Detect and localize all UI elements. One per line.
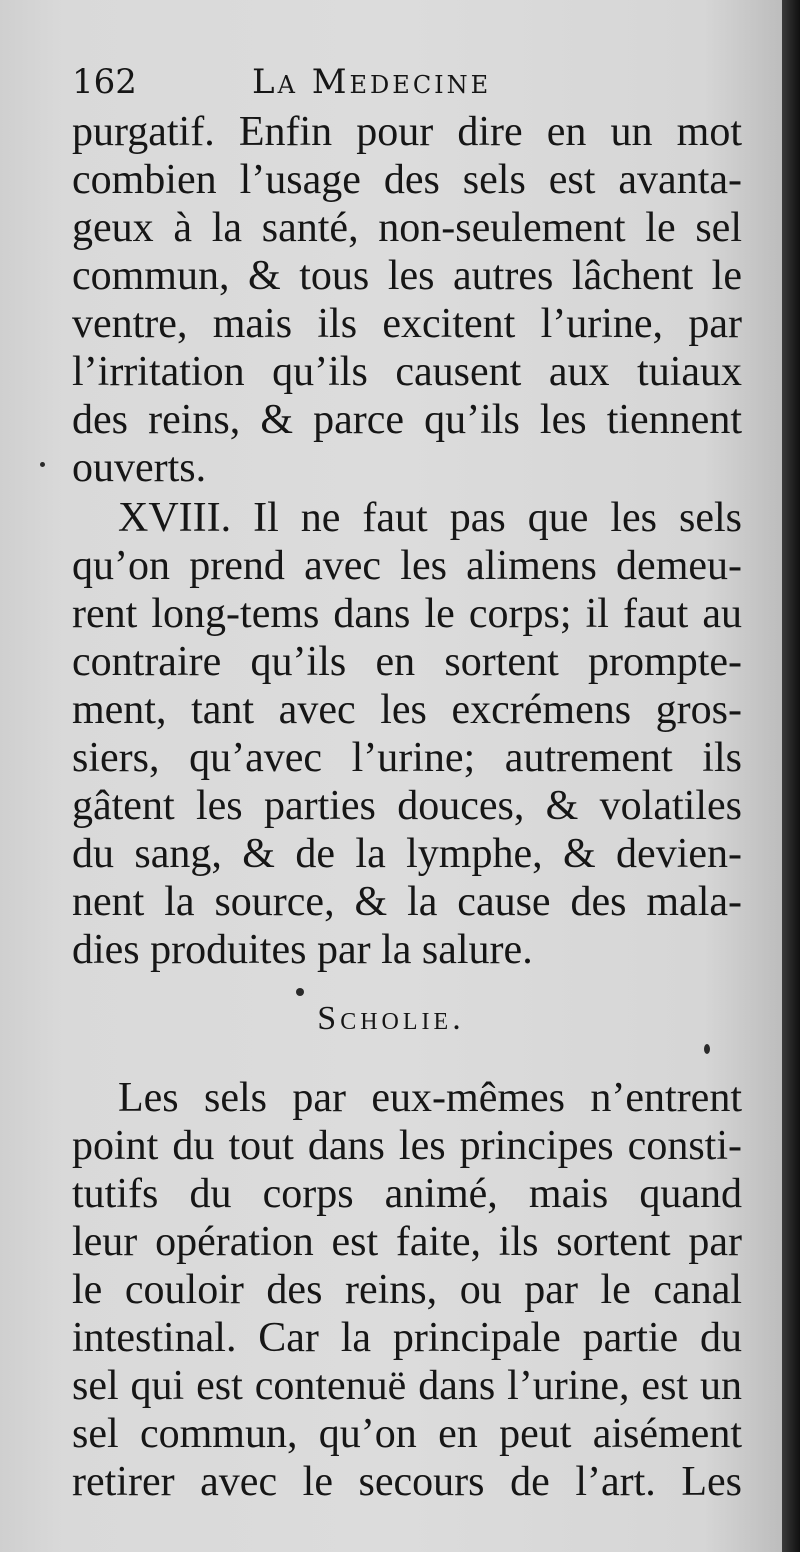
text-line: sel commun, qu’on en peut aisément (72, 1411, 742, 1457)
text-line: ventre, mais ils excitent l’urine, par (72, 301, 742, 347)
text-line: retirer avec le secours de l’art. Les (72, 1459, 742, 1505)
text-line: ouverts. (72, 445, 207, 491)
text-line: du sang, & de la lymphe, & devien- (72, 831, 742, 877)
text-line: combien l’usage des sels est avanta- (72, 157, 742, 203)
ink-speck (704, 1044, 710, 1054)
text-line: leur opération est faite, ils sortent par (72, 1219, 742, 1265)
text-line: XVIII. Il ne faut pas que les sels (118, 495, 742, 541)
text-line: purgatif. Enfin pour dire en un mot (72, 109, 742, 155)
running-title: La Medecine (252, 62, 492, 102)
text-line: rent long-tems dans le corps; il faut au (72, 591, 742, 637)
text-line: gâtent les parties douces, & volatiles (72, 783, 742, 829)
ink-speck (296, 988, 304, 996)
text-line: Les sels par eux-mêmes n’entrent (118, 1075, 742, 1121)
section-heading: Scholie. (317, 1000, 465, 1037)
text-line: nent la source, & la cause des mala- (72, 879, 742, 925)
text-line: contraire qu’ils en sortent prompte- (72, 639, 742, 685)
text-line: intestinal. Car la principale partie du (72, 1315, 742, 1361)
text-line: qu’on prend avec les alimens demeu- (72, 543, 742, 589)
text-line: le couloir des reins, ou par le canal (72, 1267, 742, 1313)
text-line: geux à la santé, non-seulement le sel (72, 205, 742, 251)
text-line: dies produites par la salure. (72, 927, 533, 973)
text-line: siers, qu’avec l’urine; autrement ils (72, 735, 742, 781)
text-line: commun, & tous les autres lâchent le (72, 253, 742, 299)
page-header (72, 62, 752, 112)
text-line: ment, tant avec les excrémens gros- (72, 687, 742, 733)
text-line: point du tout dans les principes consti- (72, 1123, 742, 1169)
text-line: sel qui est contenuë dans l’urine, est un (72, 1363, 742, 1409)
text-line: tutifs du corps animé, mais quand (72, 1171, 742, 1217)
ink-speck (40, 462, 45, 467)
text-line: l’irritation qu’ils causent aux tuiaux (72, 349, 742, 395)
page-edge-shadow (782, 0, 800, 1552)
text-line: des reins, & parce qu’ils les tiennent (72, 397, 742, 443)
page-number: 162 (72, 62, 137, 102)
